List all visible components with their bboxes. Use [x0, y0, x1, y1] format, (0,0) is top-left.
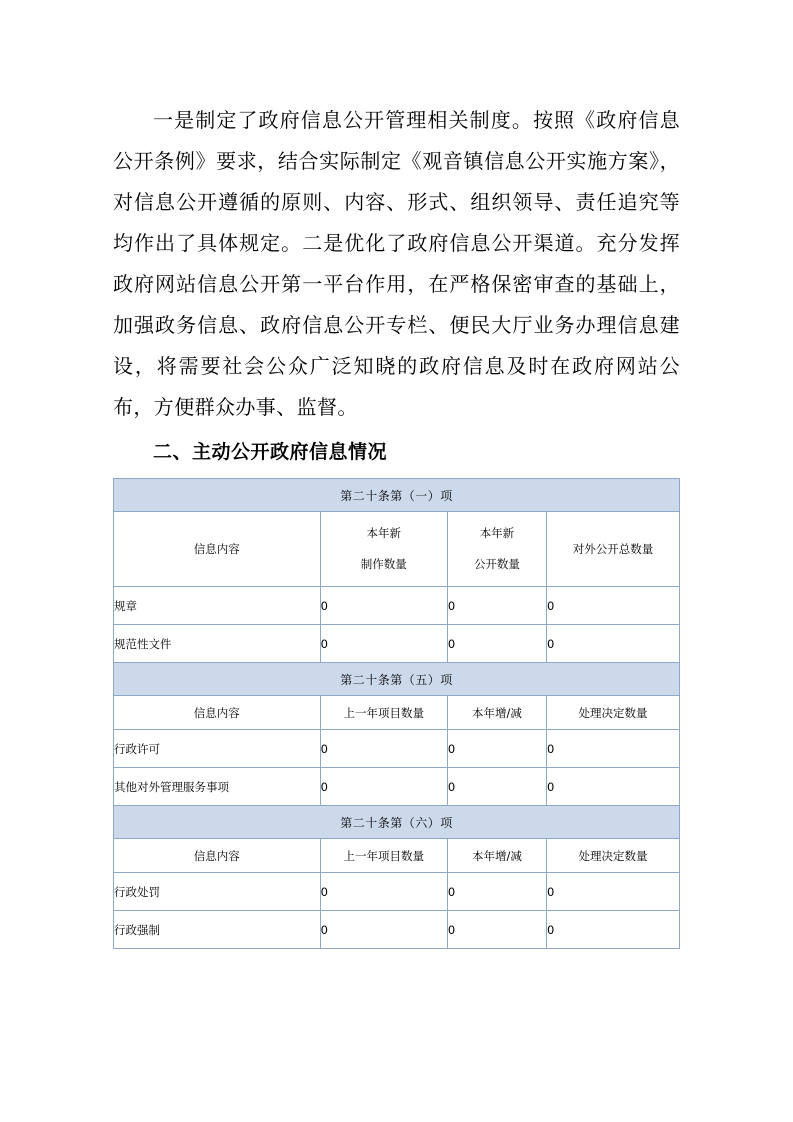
table-row	[114, 873, 680, 911]
row-value-other-services-2: 0	[447, 768, 546, 806]
paragraph-policy-overview: 一是制定了政府信息公开管理相关制度。按照《政府信息公开条例》要求，结合实际制定《观音镇信息公开实施方案》，对信息公开遵循的原则、内容、形式、组织领导、责任追究等均作出了具体规定。二是优化了政府信息公开渠道。充分发挥政府网站信息公开第一平台作用，在严格保密审查的基础上，加强政务信息、政府信息公开专栏、便民大厅业务办理信息建设，将需要社会公众广泛知晓的政府信息及时在政府网站公布，方便群众办事、监督。	[113, 108, 680, 419]
table-row	[114, 730, 680, 768]
band-article-20-item-1: 第二十条第（一）项	[114, 479, 680, 512]
header-total-public-count: 对外公开总数量	[546, 512, 679, 587]
row-value-administrative-license-3: 0	[546, 730, 679, 768]
header-new-disclosed-line2: 公开数量	[473, 557, 520, 571]
row-value-administrative-license-1: 0	[320, 730, 447, 768]
header-info-content-3: 信息内容	[114, 839, 321, 873]
row-value-administrative-coercion-1: 0	[320, 911, 447, 949]
table-band-row	[114, 479, 680, 512]
header-info-content: 信息内容	[114, 512, 321, 587]
header-new-produced-count	[320, 512, 447, 587]
row-value-administrative-penalty-3: 0	[546, 873, 679, 911]
row-value-other-services-1: 0	[320, 768, 447, 806]
header-info-content-2: 信息内容	[114, 696, 321, 730]
row-value-normative-documents-1: 0	[320, 625, 447, 663]
table-header-row	[114, 512, 680, 587]
row-value-administrative-penalty-1: 0	[320, 873, 447, 911]
row-value-normative-documents-2: 0	[447, 625, 546, 663]
table-row	[114, 625, 680, 663]
header-previous-year-count-2: 上一年项目数量	[320, 696, 447, 730]
row-label-other-services: 其他对外管理服务事项	[114, 768, 321, 806]
row-label-administrative-coercion: 行政强制	[114, 911, 321, 949]
table-header-row	[114, 696, 680, 730]
row-value-administrative-coercion-3: 0	[546, 911, 679, 949]
row-value-regulations-1: 0	[320, 587, 447, 625]
row-label-administrative-penalty: 行政处罚	[114, 873, 321, 911]
row-value-administrative-license-2: 0	[447, 730, 546, 768]
header-year-change-3: 本年增/减	[447, 839, 546, 873]
row-label-regulations: 规章	[114, 587, 321, 625]
row-value-administrative-coercion-2: 0	[447, 911, 546, 949]
row-label-normative-documents: 规范性文件	[114, 625, 321, 663]
header-previous-year-count-3: 上一年项目数量	[320, 839, 447, 873]
header-decision-count-3: 处理决定数量	[546, 839, 679, 873]
table-row	[114, 768, 680, 806]
band-article-20-item-5: 第二十条第（五）项	[114, 663, 680, 696]
row-value-regulations-3: 0	[546, 587, 679, 625]
table-band-row	[114, 806, 680, 839]
header-decision-count-2: 处理决定数量	[546, 696, 679, 730]
table-band-row	[114, 663, 680, 696]
table-row	[114, 911, 680, 949]
row-value-administrative-penalty-2: 0	[447, 873, 546, 911]
header-new-disclosed-line1: 本年新	[479, 526, 515, 540]
section-heading-active-disclosure: 二、主动公开政府信息情况	[153, 441, 388, 463]
row-label-administrative-license: 行政许可	[114, 730, 321, 768]
band-article-20-item-6: 第二十条第（六）项	[114, 806, 680, 839]
government-information-disclosure-table	[113, 478, 680, 949]
header-new-produced-line1: 本年新	[366, 526, 401, 540]
row-value-regulations-2: 0	[447, 587, 546, 625]
header-year-change-2: 本年增/减	[447, 696, 546, 730]
header-new-produced-line2: 制作数量	[360, 557, 407, 571]
header-new-disclosed-count	[447, 512, 546, 587]
table-header-row	[114, 839, 680, 873]
row-value-normative-documents-3: 0	[546, 625, 679, 663]
table-row	[114, 587, 680, 625]
row-value-other-services-3: 0	[546, 768, 679, 806]
